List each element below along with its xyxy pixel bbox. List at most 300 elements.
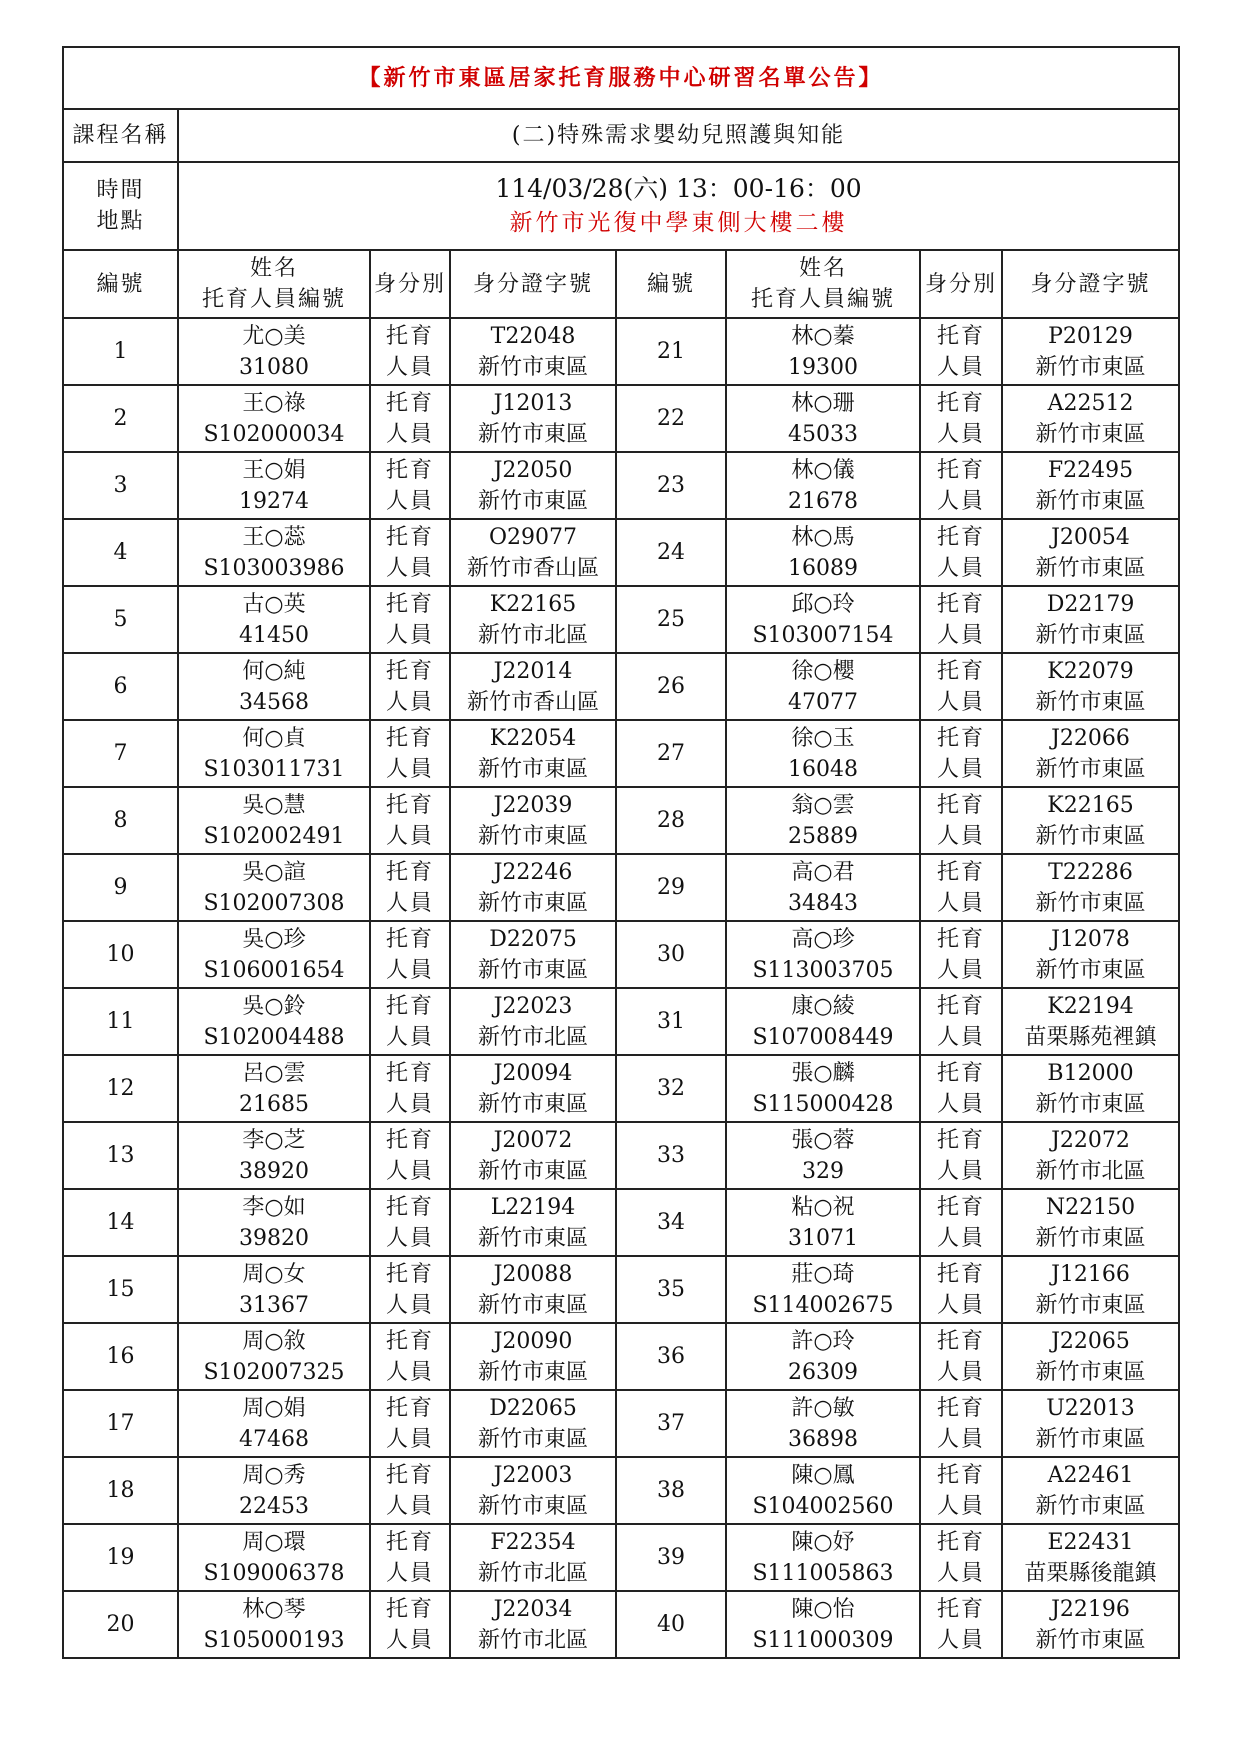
header-id: 身分證字號 xyxy=(450,250,616,318)
entry-name-cell xyxy=(178,988,370,1055)
entry-name-cell xyxy=(726,1055,920,1122)
entry-role-cell xyxy=(370,921,450,988)
entry-id-cell xyxy=(450,988,616,1055)
entry-staff-code: S111005863 xyxy=(752,1560,894,1586)
entry-role-line2: 人員 xyxy=(385,1158,434,1184)
entry-number: 20 xyxy=(63,1591,178,1658)
entry-role-cell xyxy=(370,653,450,720)
table-row xyxy=(63,1055,1179,1122)
entry-role-line2: 人員 xyxy=(936,1359,985,1385)
entry-role-line1: 托育 xyxy=(936,1194,985,1220)
entry-staff-code: 47077 xyxy=(788,689,858,715)
entry-area: 新竹市東區 xyxy=(477,756,588,782)
entry-area: 新竹市香山區 xyxy=(466,689,599,715)
entry-role-line2: 人員 xyxy=(936,1024,985,1050)
entry-number: 39 xyxy=(616,1524,726,1591)
entry-staff-code: S114002675 xyxy=(752,1292,894,1318)
entry-name: 吳○鈴 xyxy=(242,993,306,1019)
entry-role-cell xyxy=(920,1323,1002,1390)
entry-id-cell xyxy=(450,318,616,385)
entry-name: 周○秀 xyxy=(242,1462,306,1488)
entry-role-cell xyxy=(920,921,1002,988)
entry-name-cell xyxy=(726,1591,920,1658)
entry-role-cell xyxy=(370,1189,450,1256)
entry-id: J22196 xyxy=(1051,1596,1130,1622)
entry-staff-code: S113003705 xyxy=(752,957,894,983)
header-role: 身分別 xyxy=(370,250,450,318)
entry-staff-code: S102007325 xyxy=(203,1359,345,1385)
entry-number: 36 xyxy=(616,1323,726,1390)
entry-name: 周○敘 xyxy=(242,1328,306,1354)
entry-id-cell xyxy=(450,1189,616,1256)
entry-id-cell xyxy=(1002,1055,1179,1122)
entry-number: 23 xyxy=(616,452,726,519)
entry-area: 新竹市東區 xyxy=(1035,957,1146,983)
entry-name-cell xyxy=(726,318,920,385)
entry-id: K22165 xyxy=(1047,792,1134,818)
entry-id: J12166 xyxy=(1051,1261,1130,1287)
entry-area: 新竹市東區 xyxy=(477,1359,588,1385)
entry-role-cell xyxy=(920,1189,1002,1256)
entry-role-line1: 托育 xyxy=(385,1261,434,1287)
entry-role-line1: 托育 xyxy=(385,1328,434,1354)
entry-role-line1: 托育 xyxy=(936,1395,985,1421)
entry-area: 新竹市東區 xyxy=(477,1493,588,1519)
entry-role-line2: 人員 xyxy=(936,1225,985,1251)
entry-name-cell xyxy=(178,921,370,988)
place-label: 地點 xyxy=(96,209,145,234)
entry-staff-code: S111000309 xyxy=(752,1627,894,1653)
entry-role-line1: 托育 xyxy=(385,1127,434,1153)
entry-area: 新竹市東區 xyxy=(1035,622,1146,648)
entry-role-line2: 人員 xyxy=(936,1158,985,1184)
entry-name: 粘○祝 xyxy=(791,1194,855,1220)
entry-staff-code: 31080 xyxy=(239,354,309,380)
entry-role-cell xyxy=(370,988,450,1055)
entry-staff-code: 45033 xyxy=(788,421,858,447)
entry-role-line2: 人員 xyxy=(385,1024,434,1050)
entry-role-line2: 人員 xyxy=(385,890,434,916)
entry-role-line2: 人員 xyxy=(385,488,434,514)
entry-staff-code: S105000193 xyxy=(203,1627,345,1653)
entry-id: P20129 xyxy=(1048,323,1133,349)
entry-staff-code: 19300 xyxy=(788,354,858,380)
table-row xyxy=(63,452,1179,519)
entry-number: 31 xyxy=(616,988,726,1055)
entry-number: 7 xyxy=(63,720,178,787)
entry-name-cell xyxy=(726,452,920,519)
entry-area: 新竹市東區 xyxy=(1035,890,1146,916)
entry-role-cell xyxy=(370,1591,450,1658)
entry-id: K22079 xyxy=(1047,658,1134,684)
entry-number: 3 xyxy=(63,452,178,519)
entry-staff-code: S104002560 xyxy=(752,1493,894,1519)
entry-name-cell xyxy=(178,653,370,720)
entry-role-line1: 托育 xyxy=(936,323,985,349)
entry-id-cell xyxy=(450,1390,616,1457)
entry-area: 新竹市東區 xyxy=(477,890,588,916)
table-row xyxy=(63,1457,1179,1524)
entry-role-line1: 托育 xyxy=(385,1462,434,1488)
entry-role-line1: 托育 xyxy=(936,524,985,550)
entry-name-cell xyxy=(726,988,920,1055)
entry-name: 古○英 xyxy=(242,591,306,617)
table-row xyxy=(63,653,1179,720)
entry-id-cell xyxy=(450,1256,616,1323)
entry-role-line2: 人員 xyxy=(936,1493,985,1519)
entry-area: 新竹市東區 xyxy=(477,1292,588,1318)
entry-id-cell xyxy=(1002,586,1179,653)
entry-role-line1: 托育 xyxy=(936,1261,985,1287)
entry-name-cell xyxy=(178,385,370,452)
entry-name: 林○儀 xyxy=(791,457,855,483)
entry-name-cell xyxy=(726,1122,920,1189)
entry-role-line2: 人員 xyxy=(936,890,985,916)
entry-role-cell xyxy=(370,586,450,653)
entry-number: 28 xyxy=(616,787,726,854)
entry-id: J22014 xyxy=(493,658,573,684)
entry-role-line1: 托育 xyxy=(385,323,434,349)
entry-name-cell xyxy=(726,1390,920,1457)
entry-name: 高○珍 xyxy=(791,926,855,952)
entry-number: 6 xyxy=(63,653,178,720)
entry-id: N22150 xyxy=(1045,1194,1136,1220)
entry-staff-code: 16048 xyxy=(788,756,858,782)
entry-role-line1: 托育 xyxy=(936,591,985,617)
entry-name-cell xyxy=(178,854,370,921)
entry-role-line2: 人員 xyxy=(385,555,434,581)
course-name: (二)特殊需求嬰幼兒照護與知能 xyxy=(178,109,1179,162)
entry-name: 陳○鳳 xyxy=(791,1462,855,1488)
entry-role-line2: 人員 xyxy=(385,1560,434,1586)
table-row xyxy=(63,1591,1179,1658)
entry-role-line1: 托育 xyxy=(385,1596,434,1622)
entry-name-cell xyxy=(178,519,370,586)
entry-name: 張○蓉 xyxy=(791,1127,855,1153)
table-row xyxy=(63,519,1179,586)
header-name-right xyxy=(726,250,920,318)
entry-id: J20088 xyxy=(493,1261,573,1287)
entry-role-cell xyxy=(370,385,450,452)
entry-role-line2: 人員 xyxy=(936,1426,985,1452)
header-id-right: 身分證字號 xyxy=(1002,250,1179,318)
entry-id-cell xyxy=(1002,1323,1179,1390)
entry-number: 33 xyxy=(616,1122,726,1189)
entry-role-line1: 托育 xyxy=(385,591,434,617)
entry-name-cell xyxy=(178,1524,370,1591)
course-label: 課程名稱 xyxy=(63,109,178,162)
entry-staff-code: 31071 xyxy=(788,1225,858,1251)
entry-name-cell xyxy=(178,452,370,519)
entry-id-cell xyxy=(1002,921,1179,988)
entry-number: 24 xyxy=(616,519,726,586)
entry-staff-code: 329 xyxy=(802,1158,844,1184)
entry-role-cell xyxy=(920,519,1002,586)
entry-area: 新竹市東區 xyxy=(477,354,588,380)
entry-id-cell xyxy=(1002,519,1179,586)
entry-area: 新竹市東區 xyxy=(1035,756,1146,782)
entry-role-line2: 人員 xyxy=(936,957,985,983)
entry-role-cell xyxy=(370,854,450,921)
entry-number: 21 xyxy=(616,318,726,385)
entry-role-cell xyxy=(920,1256,1002,1323)
entry-area: 新竹市東區 xyxy=(1035,689,1146,715)
entry-staff-code: 22453 xyxy=(239,1493,309,1519)
table-row xyxy=(63,854,1179,921)
entry-role-line2: 人員 xyxy=(385,957,434,983)
entry-staff-code: 25889 xyxy=(788,823,858,849)
entry-number: 29 xyxy=(616,854,726,921)
entry-number: 12 xyxy=(63,1055,178,1122)
entry-role-line2: 人員 xyxy=(385,1292,434,1318)
entry-role-line2: 人員 xyxy=(385,354,434,380)
entry-role-line1: 托育 xyxy=(936,792,985,818)
entry-area: 新竹市東區 xyxy=(477,1091,588,1117)
entry-role-line2: 人員 xyxy=(936,1091,985,1117)
entry-number: 32 xyxy=(616,1055,726,1122)
session-datetime: 114/03/28(六) 13：00-16：00 xyxy=(495,174,862,203)
entry-id: J20094 xyxy=(493,1060,573,1086)
entry-role-cell xyxy=(370,1323,450,1390)
entry-area: 新竹市東區 xyxy=(477,823,588,849)
entry-number: 13 xyxy=(63,1122,178,1189)
entry-name: 許○敏 xyxy=(791,1395,855,1421)
entry-id-cell xyxy=(1002,1591,1179,1658)
entry-number: 9 xyxy=(63,854,178,921)
entry-name-cell xyxy=(178,1055,370,1122)
entry-name-cell xyxy=(726,586,920,653)
entry-name: 王○娟 xyxy=(242,457,306,483)
entry-id-cell xyxy=(450,586,616,653)
entry-role-cell xyxy=(370,1055,450,1122)
entry-staff-code: S103003986 xyxy=(203,555,345,581)
entry-name: 何○純 xyxy=(242,658,306,684)
entry-id: J12078 xyxy=(1051,926,1130,952)
entry-id-cell xyxy=(1002,1524,1179,1591)
entry-name-cell xyxy=(178,1457,370,1524)
entry-id-cell xyxy=(1002,787,1179,854)
entry-role-cell xyxy=(920,452,1002,519)
table-row xyxy=(63,1524,1179,1591)
entry-name: 陳○怡 xyxy=(791,1596,855,1622)
entry-role-cell xyxy=(370,318,450,385)
header-role-right: 身分別 xyxy=(920,250,1002,318)
entry-id-cell xyxy=(450,1122,616,1189)
entry-role-line2: 人員 xyxy=(385,689,434,715)
entry-name: 許○玲 xyxy=(791,1328,855,1354)
table-header-row xyxy=(63,250,1179,318)
entry-area: 新竹市東區 xyxy=(1035,354,1146,380)
entry-role-line1: 托育 xyxy=(385,1395,434,1421)
entry-name-cell xyxy=(178,787,370,854)
entry-name: 何○貞 xyxy=(242,725,306,751)
entry-area: 新竹市東區 xyxy=(1035,1225,1146,1251)
entry-role-line1: 托育 xyxy=(385,859,434,885)
entry-name: 陳○妤 xyxy=(791,1529,855,1555)
entry-role-line1: 托育 xyxy=(385,993,434,1019)
entry-role-cell xyxy=(920,720,1002,787)
entry-number: 11 xyxy=(63,988,178,1055)
entry-id: K22194 xyxy=(1047,993,1134,1019)
entry-name-cell xyxy=(178,1122,370,1189)
entry-staff-code: 38920 xyxy=(239,1158,309,1184)
entry-number: 38 xyxy=(616,1457,726,1524)
entry-id: J22065 xyxy=(1051,1328,1130,1354)
header-name-line1: 姓名 xyxy=(249,256,298,281)
entry-role-line1: 托育 xyxy=(936,1060,985,1086)
entry-role-line1: 托育 xyxy=(936,1328,985,1354)
entry-staff-code: 19274 xyxy=(239,488,309,514)
entry-role-cell xyxy=(370,1457,450,1524)
entry-id-cell xyxy=(1002,318,1179,385)
entry-area: 新竹市東區 xyxy=(1035,1627,1146,1653)
entry-role-line1: 托育 xyxy=(385,524,434,550)
entry-role-cell xyxy=(920,385,1002,452)
entry-area: 新竹市東區 xyxy=(1035,1292,1146,1318)
entry-name-cell xyxy=(178,720,370,787)
entry-id: J22039 xyxy=(493,792,573,818)
table-row xyxy=(63,988,1179,1055)
entry-id: J22246 xyxy=(493,859,573,885)
table-row xyxy=(63,586,1179,653)
entry-role-line2: 人員 xyxy=(936,488,985,514)
entry-id-cell xyxy=(450,519,616,586)
entry-name: 王○蕊 xyxy=(242,524,306,550)
entry-role-line1: 托育 xyxy=(936,1462,985,1488)
entry-id: D22075 xyxy=(489,926,577,952)
table-row xyxy=(63,720,1179,787)
entry-name: 呂○雲 xyxy=(242,1060,306,1086)
entry-staff-code: 21685 xyxy=(239,1091,309,1117)
entry-role-line1: 托育 xyxy=(936,725,985,751)
entry-name: 徐○櫻 xyxy=(791,658,855,684)
table-row xyxy=(63,1390,1179,1457)
entry-id: F22495 xyxy=(1047,457,1134,483)
entry-number: 22 xyxy=(616,385,726,452)
entry-staff-code: S102002491 xyxy=(203,823,345,849)
entry-staff-code: S109006378 xyxy=(203,1560,345,1586)
entry-role-cell xyxy=(370,1122,450,1189)
entry-name-cell xyxy=(178,1256,370,1323)
entry-name-cell xyxy=(726,1457,920,1524)
entry-name-cell xyxy=(726,385,920,452)
table-row xyxy=(63,318,1179,385)
entry-id: E22431 xyxy=(1047,1529,1134,1555)
table-row xyxy=(63,1323,1179,1390)
entry-id: D22065 xyxy=(489,1395,577,1421)
entry-number: 5 xyxy=(63,586,178,653)
entry-id: K22054 xyxy=(489,725,577,751)
entry-number: 15 xyxy=(63,1256,178,1323)
entry-role-line2: 人員 xyxy=(936,622,985,648)
page-title: 【新竹市東區居家托育服務中心研習名單公告】 xyxy=(63,47,1179,109)
table-row xyxy=(63,787,1179,854)
entry-id-cell xyxy=(1002,452,1179,519)
entry-area: 新竹市北區 xyxy=(477,1627,588,1653)
entry-role-cell xyxy=(920,1122,1002,1189)
entry-number: 14 xyxy=(63,1189,178,1256)
entry-id-cell xyxy=(450,854,616,921)
entry-id: J20090 xyxy=(493,1328,573,1354)
entry-area: 苗栗縣苑裡鎮 xyxy=(1024,1024,1157,1050)
entry-id: T22286 xyxy=(1048,859,1133,885)
entry-role-cell xyxy=(920,1390,1002,1457)
entry-staff-code: 26309 xyxy=(788,1359,858,1385)
header-name-line2: 托育人員編號 xyxy=(750,287,895,312)
entry-number: 25 xyxy=(616,586,726,653)
entry-id-cell xyxy=(450,1591,616,1658)
entry-role-line1: 托育 xyxy=(385,390,434,416)
entry-role-line1: 托育 xyxy=(385,792,434,818)
entry-id: U22013 xyxy=(1046,1395,1135,1421)
entry-name: 周○女 xyxy=(242,1261,306,1287)
entry-role-line2: 人員 xyxy=(385,1493,434,1519)
entry-name-cell xyxy=(726,653,920,720)
entry-role-line2: 人員 xyxy=(385,1627,434,1653)
entry-role-line2: 人員 xyxy=(936,823,985,849)
entry-number: 8 xyxy=(63,787,178,854)
entry-name-cell xyxy=(178,1189,370,1256)
entry-name: 李○芝 xyxy=(242,1127,306,1153)
entry-role-cell xyxy=(920,787,1002,854)
entry-name: 李○如 xyxy=(242,1194,306,1220)
entry-name: 林○馬 xyxy=(791,524,855,550)
entry-id: L22194 xyxy=(490,1194,576,1220)
entry-role-line2: 人員 xyxy=(936,421,985,447)
entry-id-cell xyxy=(450,787,616,854)
table-row xyxy=(63,385,1179,452)
entry-role-line1: 托育 xyxy=(385,457,434,483)
entry-staff-code: S103011731 xyxy=(203,756,345,782)
entry-number: 35 xyxy=(616,1256,726,1323)
entry-role-line2: 人員 xyxy=(936,1627,985,1653)
entry-id-cell xyxy=(450,1524,616,1591)
entry-role-cell xyxy=(370,1524,450,1591)
entry-role-cell xyxy=(920,1591,1002,1658)
entry-role-line2: 人員 xyxy=(385,823,434,849)
entry-role-cell xyxy=(370,720,450,787)
entry-role-line1: 托育 xyxy=(936,993,985,1019)
entry-id: O29077 xyxy=(488,524,578,550)
entry-role-cell xyxy=(370,519,450,586)
entry-area: 新竹市東區 xyxy=(1035,1493,1146,1519)
entry-name: 林○珊 xyxy=(791,390,855,416)
entry-staff-code: 16089 xyxy=(788,555,858,581)
entry-area: 新竹市東區 xyxy=(1035,488,1146,514)
entry-role-line1: 托育 xyxy=(385,1529,434,1555)
entry-name-cell xyxy=(726,720,920,787)
entry-area: 新竹市東區 xyxy=(1035,555,1146,581)
entry-role-line1: 托育 xyxy=(936,390,985,416)
entry-id: J22023 xyxy=(493,993,573,1019)
entry-staff-code: S115000428 xyxy=(752,1091,894,1117)
entry-name-cell xyxy=(726,921,920,988)
entry-role-line2: 人員 xyxy=(936,555,985,581)
entry-id-cell xyxy=(1002,1122,1179,1189)
entry-role-cell xyxy=(920,988,1002,1055)
entry-name: 吳○慧 xyxy=(242,792,306,818)
entry-number: 17 xyxy=(63,1390,178,1457)
entry-number: 26 xyxy=(616,653,726,720)
entry-role-cell xyxy=(370,1256,450,1323)
entry-id: K22165 xyxy=(489,591,577,617)
entry-role-line2: 人員 xyxy=(385,1359,434,1385)
entry-number: 37 xyxy=(616,1390,726,1457)
entry-area: 新竹市東區 xyxy=(1035,1091,1146,1117)
entry-id: J22003 xyxy=(493,1462,573,1488)
header-no-right: 編號 xyxy=(616,250,726,318)
time-place-cell xyxy=(178,162,1179,250)
